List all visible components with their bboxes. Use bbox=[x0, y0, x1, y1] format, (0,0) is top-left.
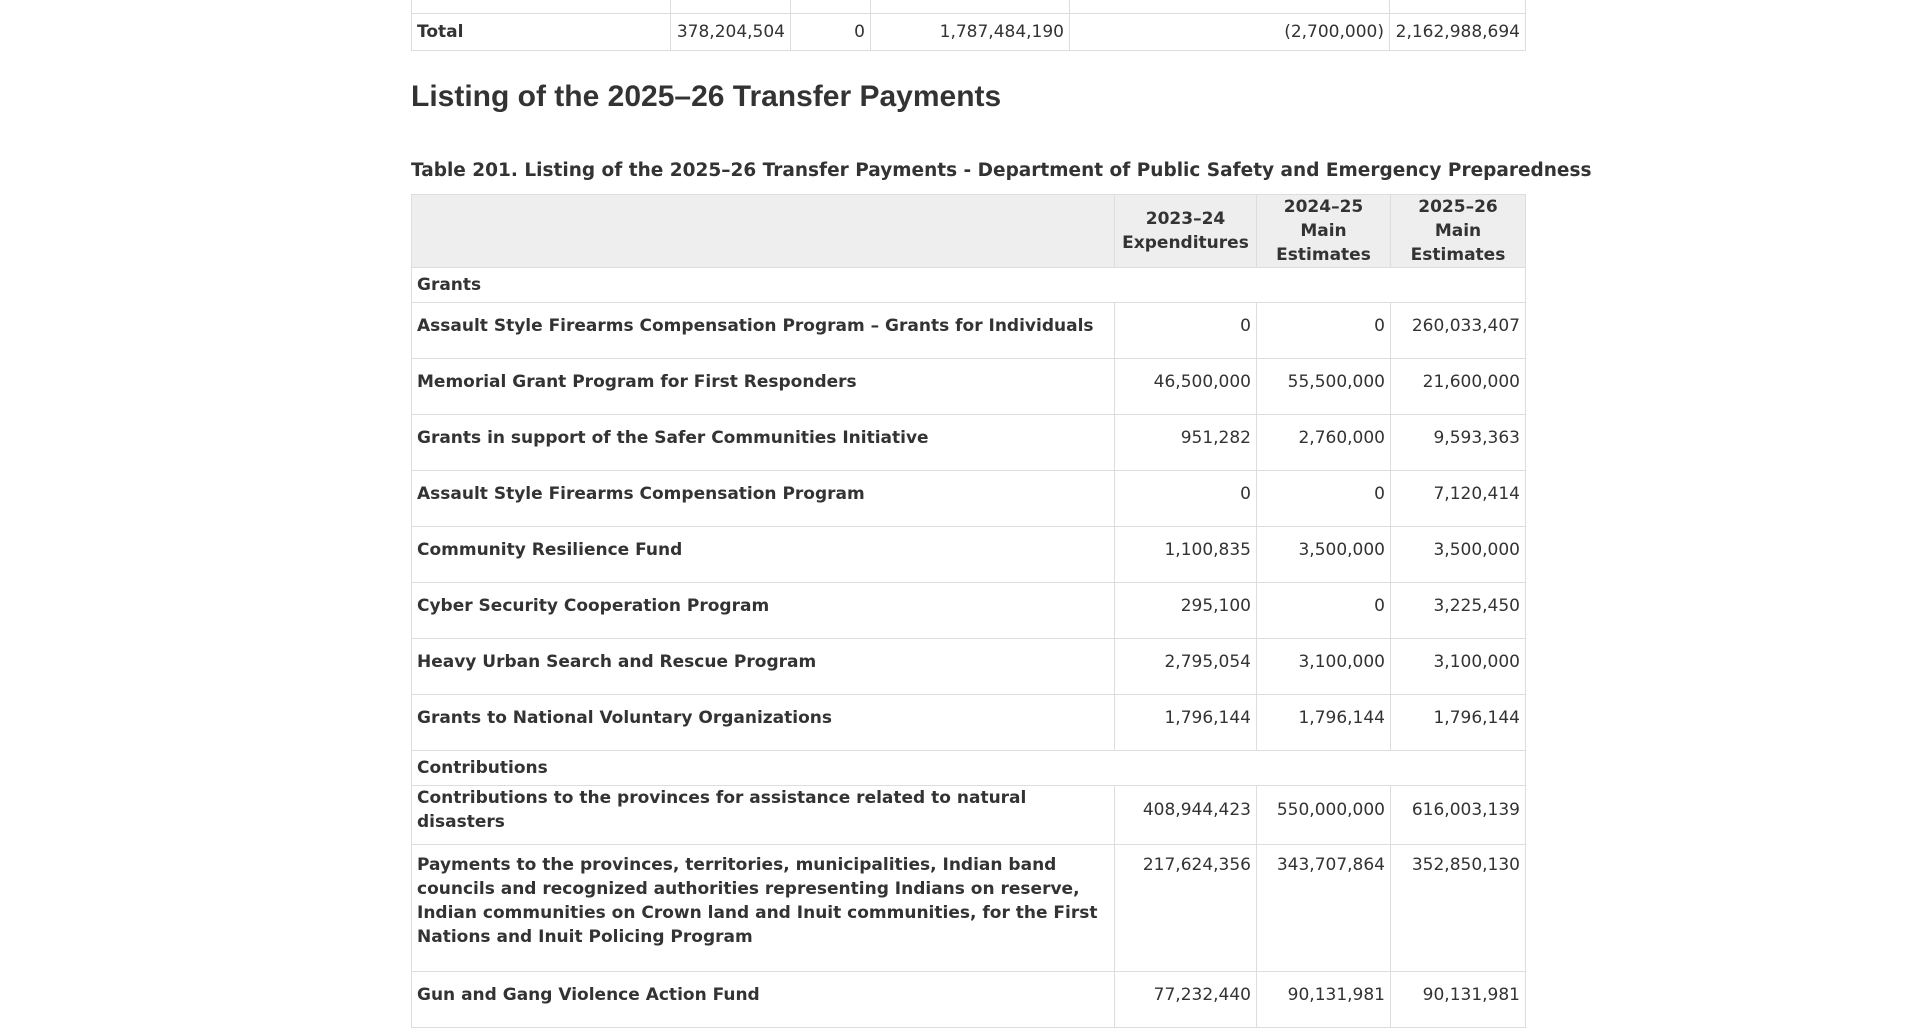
row-name: Heavy Urban Search and Rescue Program bbox=[412, 639, 1115, 695]
row-expenditures: 951,282 bbox=[1115, 415, 1257, 471]
row-expenditures: 217,624,356 bbox=[1115, 845, 1257, 972]
row-name: Grants to National Voluntary Organizations bbox=[412, 695, 1115, 751]
total-value: 2,162,988,694 bbox=[1390, 14, 1526, 51]
row-name: Gun and Gang Violence Action Fund bbox=[412, 972, 1115, 1028]
header-text: 2023–24 bbox=[1145, 209, 1226, 229]
table-header-row bbox=[412, 195, 1526, 268]
row-expenditures: 2,795,054 bbox=[1115, 639, 1257, 695]
table-row bbox=[412, 359, 1526, 415]
row-main-2025-26: 21,600,000 bbox=[1391, 359, 1526, 415]
total-value: 378,204,504 bbox=[671, 14, 791, 51]
row-expenditures: 1,100,835 bbox=[1115, 527, 1257, 583]
row-main-2025-26: 3,100,000 bbox=[1391, 639, 1526, 695]
table-row bbox=[412, 471, 1526, 527]
row-expenditures: 0 bbox=[1115, 471, 1257, 527]
row-expenditures: 77,232,440 bbox=[1115, 972, 1257, 1028]
summary-previous-row bbox=[412, 0, 1526, 14]
header-text: Estimates bbox=[1410, 245, 1506, 265]
row-expenditures: 0 bbox=[1115, 303, 1257, 359]
table-row bbox=[412, 583, 1526, 639]
row-main-2025-26: 352,850,130 bbox=[1391, 845, 1526, 972]
row-name: Cyber Security Cooperation Program bbox=[412, 583, 1115, 639]
table-row bbox=[412, 303, 1526, 359]
group-label: Grants bbox=[412, 268, 1526, 303]
row-main-2025-26: 3,225,450 bbox=[1391, 583, 1526, 639]
table-caption: Table 201. Listing of the 2025–26 Transfer Payments - Department of Public Safety and Emergency Preparedness bbox=[411, 160, 1592, 181]
row-main-2024-25: 90,131,981 bbox=[1257, 972, 1391, 1028]
header-text: Estimates bbox=[1276, 245, 1371, 265]
header-main-estimates-2024-25 bbox=[1257, 195, 1391, 268]
row-name: Memorial Grant Program for First Responders bbox=[412, 359, 1115, 415]
row-name: Assault Style Firearms Compensation Program bbox=[412, 471, 1115, 527]
row-main-2025-26: 7,120,414 bbox=[1391, 471, 1526, 527]
summary-total-table bbox=[411, 0, 1526, 51]
row-main-2024-25: 343,707,864 bbox=[1257, 845, 1391, 972]
total-value: (2,700,000) bbox=[1070, 14, 1390, 51]
row-name: Payments to the provinces, territories, municipalities, Indian band councils and recognized authorities representing Indians on reserve, Indian communities on Crown land and Inuit communities, for the First Nations and Inuit Policing Program bbox=[412, 845, 1115, 972]
row-main-2024-25: 0 bbox=[1257, 471, 1391, 527]
row-main-2025-26: 3,500,000 bbox=[1391, 527, 1526, 583]
table-row bbox=[412, 845, 1526, 972]
row-main-2024-25: 1,796,144 bbox=[1257, 695, 1391, 751]
row-main-2025-26: 90,131,981 bbox=[1391, 972, 1526, 1028]
row-expenditures: 1,796,144 bbox=[1115, 695, 1257, 751]
row-name: Grants in support of the Safer Communities Initiative bbox=[412, 415, 1115, 471]
table-row bbox=[412, 527, 1526, 583]
group-row-grants bbox=[412, 268, 1526, 303]
table-row bbox=[412, 639, 1526, 695]
header-main-estimates-2025-26 bbox=[1391, 195, 1526, 268]
table-row bbox=[412, 972, 1526, 1028]
row-main-2024-25: 55,500,000 bbox=[1257, 359, 1391, 415]
total-value: 0 bbox=[791, 14, 871, 51]
table-row bbox=[412, 786, 1526, 845]
group-label: Contributions bbox=[412, 751, 1526, 786]
row-name: Contributions to the provinces for assistance related to natural disasters bbox=[412, 786, 1115, 845]
header-expenditures-2023-24 bbox=[1115, 195, 1257, 268]
group-row-contributions bbox=[412, 751, 1526, 786]
section-heading: Listing of the 2025–26 Transfer Payments bbox=[411, 80, 1002, 113]
row-expenditures: 295,100 bbox=[1115, 583, 1257, 639]
summary-total-row bbox=[412, 14, 1526, 51]
row-main-2024-25: 0 bbox=[1257, 303, 1391, 359]
row-name: Community Resilience Fund bbox=[412, 527, 1115, 583]
row-main-2024-25: 3,500,000 bbox=[1257, 527, 1391, 583]
table-row bbox=[412, 695, 1526, 751]
row-main-2024-25: 3,100,000 bbox=[1257, 639, 1391, 695]
row-main-2024-25: 550,000,000 bbox=[1257, 786, 1391, 845]
row-main-2025-26: 616,003,139 bbox=[1391, 786, 1526, 845]
total-label: Total bbox=[412, 14, 671, 51]
row-main-2025-26: 260,033,407 bbox=[1391, 303, 1526, 359]
table-row bbox=[412, 415, 1526, 471]
total-value: 1,787,484,190 bbox=[871, 14, 1070, 51]
header-text: 2025–26 Main bbox=[1418, 197, 1498, 241]
row-main-2025-26: 9,593,363 bbox=[1391, 415, 1526, 471]
row-expenditures: 408,944,423 bbox=[1115, 786, 1257, 845]
row-main-2024-25: 0 bbox=[1257, 583, 1391, 639]
header-text: Expenditures bbox=[1122, 233, 1249, 253]
row-main-2024-25: 2,760,000 bbox=[1257, 415, 1391, 471]
row-name: Assault Style Firearms Compensation Program – Grants for Individuals bbox=[412, 303, 1115, 359]
header-text: 2024–25 Main bbox=[1283, 197, 1364, 241]
row-main-2025-26: 1,796,144 bbox=[1391, 695, 1526, 751]
row-expenditures: 46,500,000 bbox=[1115, 359, 1257, 415]
header-blank bbox=[412, 195, 1115, 268]
transfer-payments-table bbox=[411, 194, 1526, 1028]
